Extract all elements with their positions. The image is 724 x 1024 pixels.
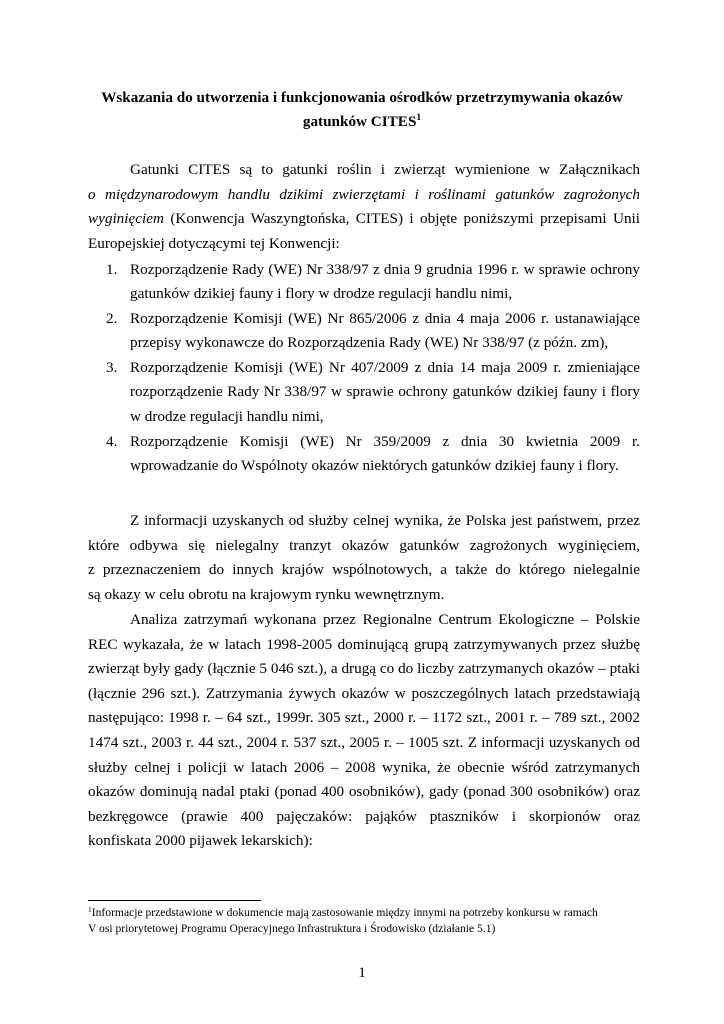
paragraph-line: służby celnej i policji w latach 2006 – 2008 wynika, że obecnie wśród zatrzymanych <box>88 758 640 776</box>
footnote-line: V osi priorytetowej Programu Operacyjnego Infrastruktura i Środowisko (działanie 5.1) <box>88 922 496 935</box>
footnote-reference: 1 <box>416 113 422 123</box>
intro-line: Europejskiej dotyczącymi tej Konwencji: <box>88 234 340 252</box>
title-text: gatunków CITES <box>302 113 417 130</box>
list-item-line: Rozporządzenie Komisji (WE) Nr 407/2009 z dnia 14 maja 2009 r. zmieniające <box>130 358 640 376</box>
page-number: 1 <box>358 964 366 981</box>
list-number: 1. <box>106 260 118 278</box>
paragraph-line: Z informacji uzyskanych od służby celnej wynika, że Polska jest państwem, przez <box>130 512 640 529</box>
list-item <box>88 356 640 430</box>
transit-paragraph <box>88 509 640 607</box>
list-item-line: Rozporządzenie Rady (WE) Nr 338/97 z dnia 9 grudnia 1996 r. w sprawie ochrony <box>130 260 640 278</box>
paragraph-line: (łącznie 296 szt.). Zatrzymania żywych okazów w poszczególnych latach przedstawiają <box>88 684 640 702</box>
intro-line <box>88 158 640 183</box>
convention-name: o międzynarodowym handlu dzikimi zwierzętami i roślinami gatunków zagrożonych <box>88 185 640 203</box>
intro-text: Gatunki CITES są to gatunki roślin i zwierząt wymienione w Załącznikach <box>130 161 640 178</box>
paragraph-line: z przeznaczeniem do innych krajów wspólnotowych, a także do którego nielegalnie <box>88 561 640 579</box>
list-item-line: Rozporządzenie Komisji (WE) Nr 359/2009 z dnia 30 kwietnia 2009 r. <box>130 432 640 450</box>
document-title-line-1: Wskazania do utworzenia i funkcjonowania ośrodków przetrzymywania okazów <box>101 89 623 106</box>
list-item <box>88 307 640 356</box>
list-item-line: przepisy wykonawcze do Rozporządzenia Rady (WE) Nr 338/97 (z późn. zm), <box>130 334 609 352</box>
paragraph-line: REC wykazała, że w latach 1998-2005 dominującą grupą zatrzymywanych przez służbę <box>88 635 640 653</box>
analysis-paragraph <box>88 608 640 854</box>
list-item <box>88 258 640 307</box>
intro-line <box>88 183 640 208</box>
list-item <box>88 430 640 479</box>
intro-text: (Konwencja Waszyngtońska, CITES) i objęte poniższymi przepisami Unii <box>163 210 640 228</box>
paragraph-line: Analiza zatrzymań wykonana przez Regionalne Centrum Ekologiczne – Polskie <box>130 611 640 628</box>
list-item-line: w drodze regulacji handlu nimi, <box>130 408 324 426</box>
list-number: 3. <box>106 358 118 376</box>
paragraph-line: okazów dominują nadal ptaki (ponad 400 osobników), gady (ponad 300 osobników) oraz <box>88 783 640 801</box>
list-number: 4. <box>106 432 118 450</box>
footnote-mark: 1 <box>88 905 92 914</box>
convention-name: wyginięciem <box>88 210 164 228</box>
document-title-line-2 <box>88 109 636 135</box>
paragraph-line: zwierząt były gady (łącznie 5 046 szt.), a drugą co do liczby zatrzymanych okazów – ptaki <box>88 660 640 678</box>
paragraph-line: następująco: 1998 r. – 64 szt., 1999r. 305 szt., 2000 r. – 1172 szt., 2001 r. – 789 szt., 2002 <box>88 709 640 727</box>
paragraph-line: 1474 szt., 2003 r. 44 szt., 2004 r. 537 szt., 2005 r. – 1005 szt. Z informacji uzyskanych od <box>88 733 640 751</box>
intro-paragraph <box>88 158 640 256</box>
list-item-line: Rozporządzenie Komisji (WE) Nr 865/2006 z dnia 4 maja 2006 r. ustanawiające <box>130 309 640 327</box>
paragraph-line: są okazy w celu obrotu na krajowym rynku wewnętrznym. <box>88 585 445 603</box>
list-number: 2. <box>106 309 118 327</box>
list-item-line: rozporządzenie Rady Nr 338/97 w sprawie ochrony gatunków dzikiej fauny i flory <box>130 383 640 401</box>
footnote <box>88 905 648 937</box>
list-item-line: wprowadzanie do Wspólnoty okazów niektórych gatunków dzikiej fauny i flory. <box>130 457 619 475</box>
footnote-text: Informacje przedstawione w dokumencie mają zastosowanie między innymi na potrzeby konkursu w ramach <box>91 906 598 919</box>
paragraph-line: bezkręgowce (prawie 400 pajęczaków: pająków ptaszników i skorpionów oraz <box>88 807 640 825</box>
list-item-line: gatunków dzikiej fauny i flory w drodze regulacji handlu nimi, <box>130 285 513 303</box>
paragraph-line: konfiskata 2000 pijawek lekarskich): <box>88 832 313 850</box>
regulations-list <box>88 258 640 479</box>
footnote-separator <box>88 900 261 901</box>
intro-line <box>88 207 640 232</box>
footnote-line <box>88 905 648 921</box>
paragraph-line: które odbywa się nielegalny tranzyt okazów gatunków zagrożonych wyginięciem, <box>88 536 640 554</box>
